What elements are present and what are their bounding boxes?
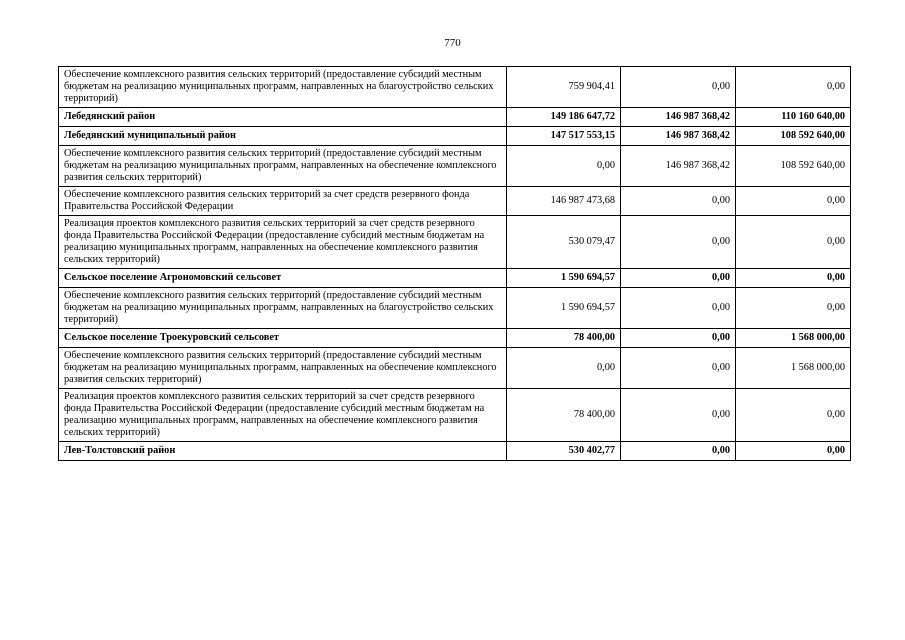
amount-col-2: 0,00 [621, 442, 736, 461]
amount-col-1: 530 079,47 [507, 216, 621, 269]
page-number: 770 [444, 37, 461, 49]
amount-col-1: 0,00 [507, 146, 621, 187]
amount-col-3: 0,00 [736, 269, 851, 288]
amount-col-2: 0,00 [621, 348, 736, 389]
amount-col-2: 0,00 [621, 269, 736, 288]
amount-col-1: 1 590 694,57 [507, 269, 621, 288]
amount-col-1: 759 904,41 [507, 67, 621, 108]
row-description: Обеспечение комплексного развития сельских территорий (предоставление субсидий местным бюджетам на реализацию муниципальных программ, направленных на благоустройство сельских территорий) [59, 288, 507, 329]
table-row-subtotal [59, 108, 851, 127]
amount-col-2: 0,00 [621, 216, 736, 269]
row-description: Сельское поселение Троекуровский сельсовет [59, 329, 507, 348]
amount-col-2: 146 987 368,42 [621, 127, 736, 146]
amount-col-3: 0,00 [736, 288, 851, 329]
amount-col-1: 149 186 647,72 [507, 108, 621, 127]
row-description: Обеспечение комплексного развития сельских территорий (предоставление субсидий местным бюджетам на реализацию муниципальных программ, направленных на благоустройство сельских территорий) [59, 67, 507, 108]
table-row-subtotal [59, 442, 851, 461]
row-description: Лебедянский муниципальный район [59, 127, 507, 146]
amount-col-3: 110 160 640,00 [736, 108, 851, 127]
row-description: Обеспечение комплексного развития сельских территорий (предоставление субсидий местным бюджетам на реализацию муниципальных программ, направленных на обеспечение комплексного развития сельских территорий) [59, 348, 507, 389]
row-description: Реализация проектов комплексного развития сельских территорий за счет средств резервного фонда Правительства Российской Федерации (предоставление субсидий местным бюджетам на реализацию муниципальных программ, направленных на обеспечение комплексного развития сельских территорий) [59, 216, 507, 269]
amount-col-2: 0,00 [621, 187, 736, 216]
row-description: Сельское поселение Агрономовский сельсовет [59, 269, 507, 288]
table-row [59, 216, 851, 269]
budget-table [58, 66, 851, 461]
table-row-subtotal [59, 329, 851, 348]
amount-col-2: 146 987 368,42 [621, 146, 736, 187]
amount-col-2: 0,00 [621, 288, 736, 329]
amount-col-1: 78 400,00 [507, 389, 621, 442]
amount-col-1: 530 402,77 [507, 442, 621, 461]
amount-col-1: 146 987 473,68 [507, 187, 621, 216]
amount-col-1: 1 590 694,57 [507, 288, 621, 329]
amount-col-3: 0,00 [736, 187, 851, 216]
table-row [59, 67, 851, 108]
amount-col-3: 108 592 640,00 [736, 127, 851, 146]
row-description: Обеспечение комплексного развития сельских территорий за счет средств резервного фонда Правительства Российской Федерации [59, 187, 507, 216]
amount-col-1: 78 400,00 [507, 329, 621, 348]
table-row-subtotal [59, 127, 851, 146]
amount-col-3: 0,00 [736, 216, 851, 269]
table-row [59, 288, 851, 329]
row-description: Лебедянский район [59, 108, 507, 127]
row-description: Лев-Толстовский район [59, 442, 507, 461]
amount-col-3: 1 568 000,00 [736, 329, 851, 348]
amount-col-3: 1 568 000,00 [736, 348, 851, 389]
amount-col-3: 0,00 [736, 442, 851, 461]
table-row-subtotal [59, 269, 851, 288]
amount-col-2: 0,00 [621, 389, 736, 442]
amount-col-3: 0,00 [736, 389, 851, 442]
table-row [59, 146, 851, 187]
amount-col-2: 0,00 [621, 67, 736, 108]
amount-col-3: 108 592 640,00 [736, 146, 851, 187]
amount-col-1: 147 517 553,15 [507, 127, 621, 146]
amount-col-3: 0,00 [736, 67, 851, 108]
amount-col-1: 0,00 [507, 348, 621, 389]
table-row [59, 389, 851, 442]
row-description: Обеспечение комплексного развития сельских территорий (предоставление субсидий местным бюджетам на реализацию муниципальных программ, направленных на обеспечение комплексного развития сельских территорий) [59, 146, 507, 187]
amount-col-2: 146 987 368,42 [621, 108, 736, 127]
row-description: Реализация проектов комплексного развития сельских территорий за счет средств резервного фонда Правительства Российской Федерации (предоставление субсидий местным бюджетам на реализацию муниципальных программ, направленных на обеспечение комплексного развития сельских территорий) [59, 389, 507, 442]
budget-table-body [59, 67, 851, 461]
table-row [59, 348, 851, 389]
table-row [59, 187, 851, 216]
amount-col-2: 0,00 [621, 329, 736, 348]
